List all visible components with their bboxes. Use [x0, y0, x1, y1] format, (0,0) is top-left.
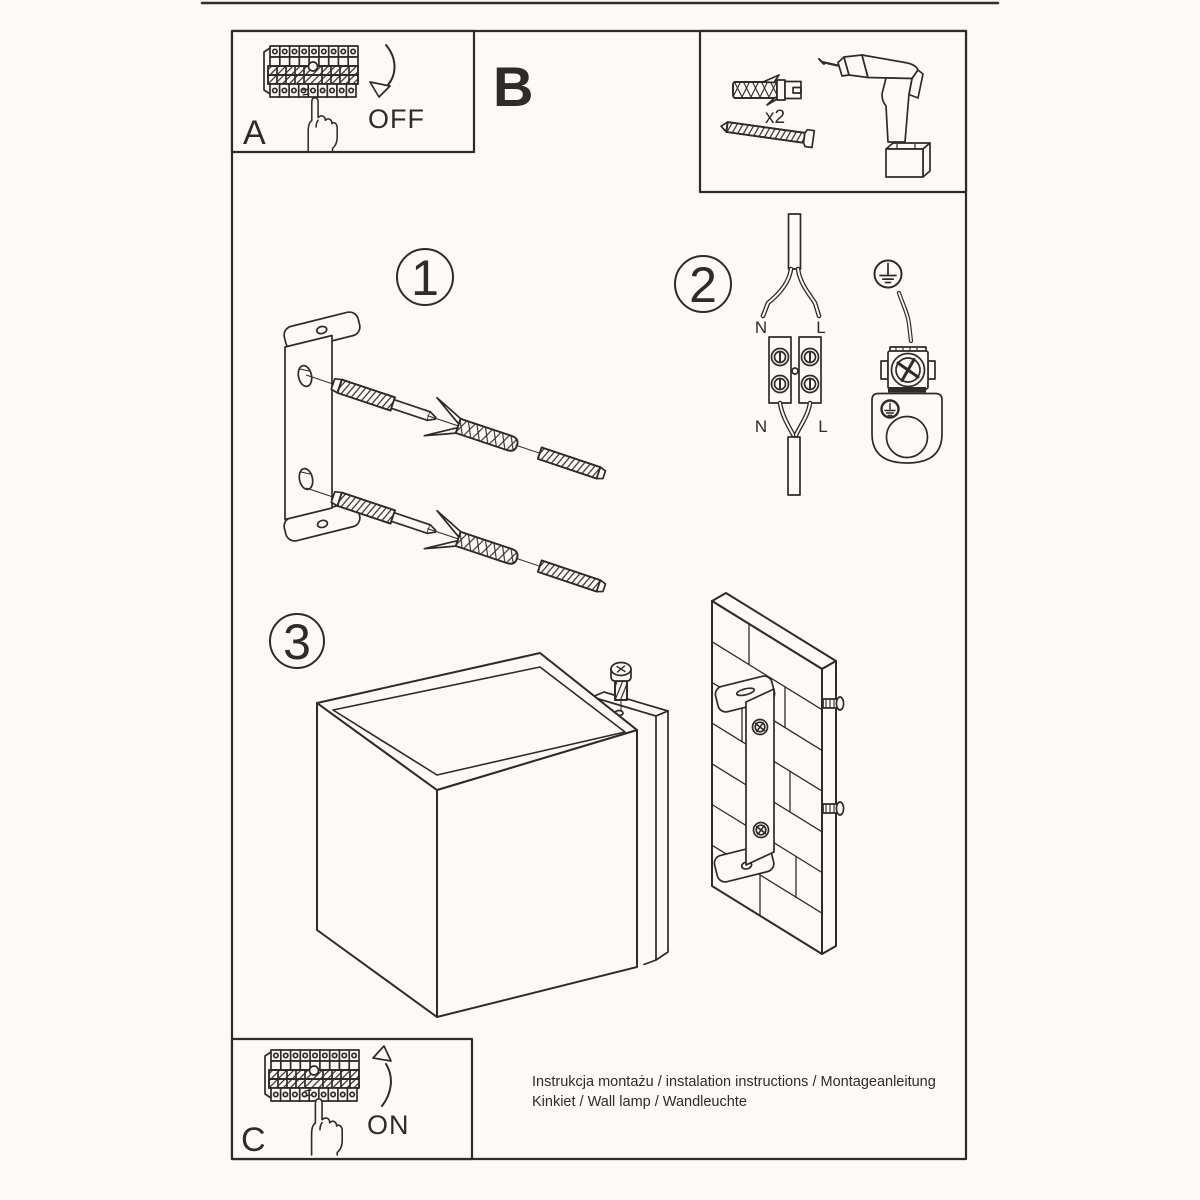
step-3-number: 3 [283, 614, 311, 670]
screw-and-plug-top [300, 356, 610, 494]
step-2-badge [675, 256, 731, 313]
step-2-wiring [675, 214, 942, 495]
screw-and-plug-bottom [300, 469, 610, 607]
circuit-breaker-icon [264, 46, 358, 97]
step-1-mount-bracket [282, 249, 610, 607]
step-1-number: 1 [411, 250, 439, 306]
supply-cable-icon [763, 214, 819, 316]
step-3-assembly [270, 593, 844, 1017]
main-border [232, 31, 966, 1159]
wire-label-n-bottom: N [754, 417, 768, 436]
panel-c-state-label: ON [367, 1110, 410, 1140]
footer-line-2: Kinkiet / Wall lamp / Wandleuchte [532, 1094, 747, 1110]
wire-label-l-bottom: L [818, 417, 828, 436]
step-1-badge [397, 249, 453, 306]
cube-lamp-icon [317, 653, 637, 1017]
footer [532, 1074, 936, 1110]
panel-a-state-label: OFF [368, 104, 425, 134]
bracket-screw-bottom-icon [754, 823, 769, 838]
terminal-block-icon [769, 337, 821, 403]
wall-screw-bottom-icon [823, 802, 844, 815]
panel-a-switch-off [232, 31, 474, 152]
lamp-bracket-piece-icon [872, 394, 942, 464]
step-2-number: 2 [689, 257, 717, 313]
panel-a-letter: A [243, 114, 266, 152]
ground-clamp-icon [881, 347, 935, 393]
lamp-cable-icon [780, 403, 810, 495]
panel-b-tools [700, 31, 966, 192]
ground-symbol-icon [875, 261, 902, 288]
circuit-breaker-icon [265, 1050, 359, 1101]
bracket-screw-top-icon [753, 720, 768, 735]
ground-wire-icon [899, 293, 911, 341]
panel-b-letter: B [493, 55, 534, 118]
step-3-badge [270, 614, 324, 670]
panel-c-switch-on [232, 1039, 472, 1159]
brick-wall-icon [712, 593, 844, 954]
wire-label-n-top: N [754, 318, 768, 337]
wire-label-l-top: L [816, 318, 826, 337]
anchor-quantity-label: x2 [764, 107, 786, 128]
wall-screw-top-icon [823, 697, 844, 710]
footer-line-1: Instrukcja montażu / instalation instructions / Montageanleitung [532, 1074, 936, 1090]
panel-c-letter: C [241, 1121, 266, 1159]
